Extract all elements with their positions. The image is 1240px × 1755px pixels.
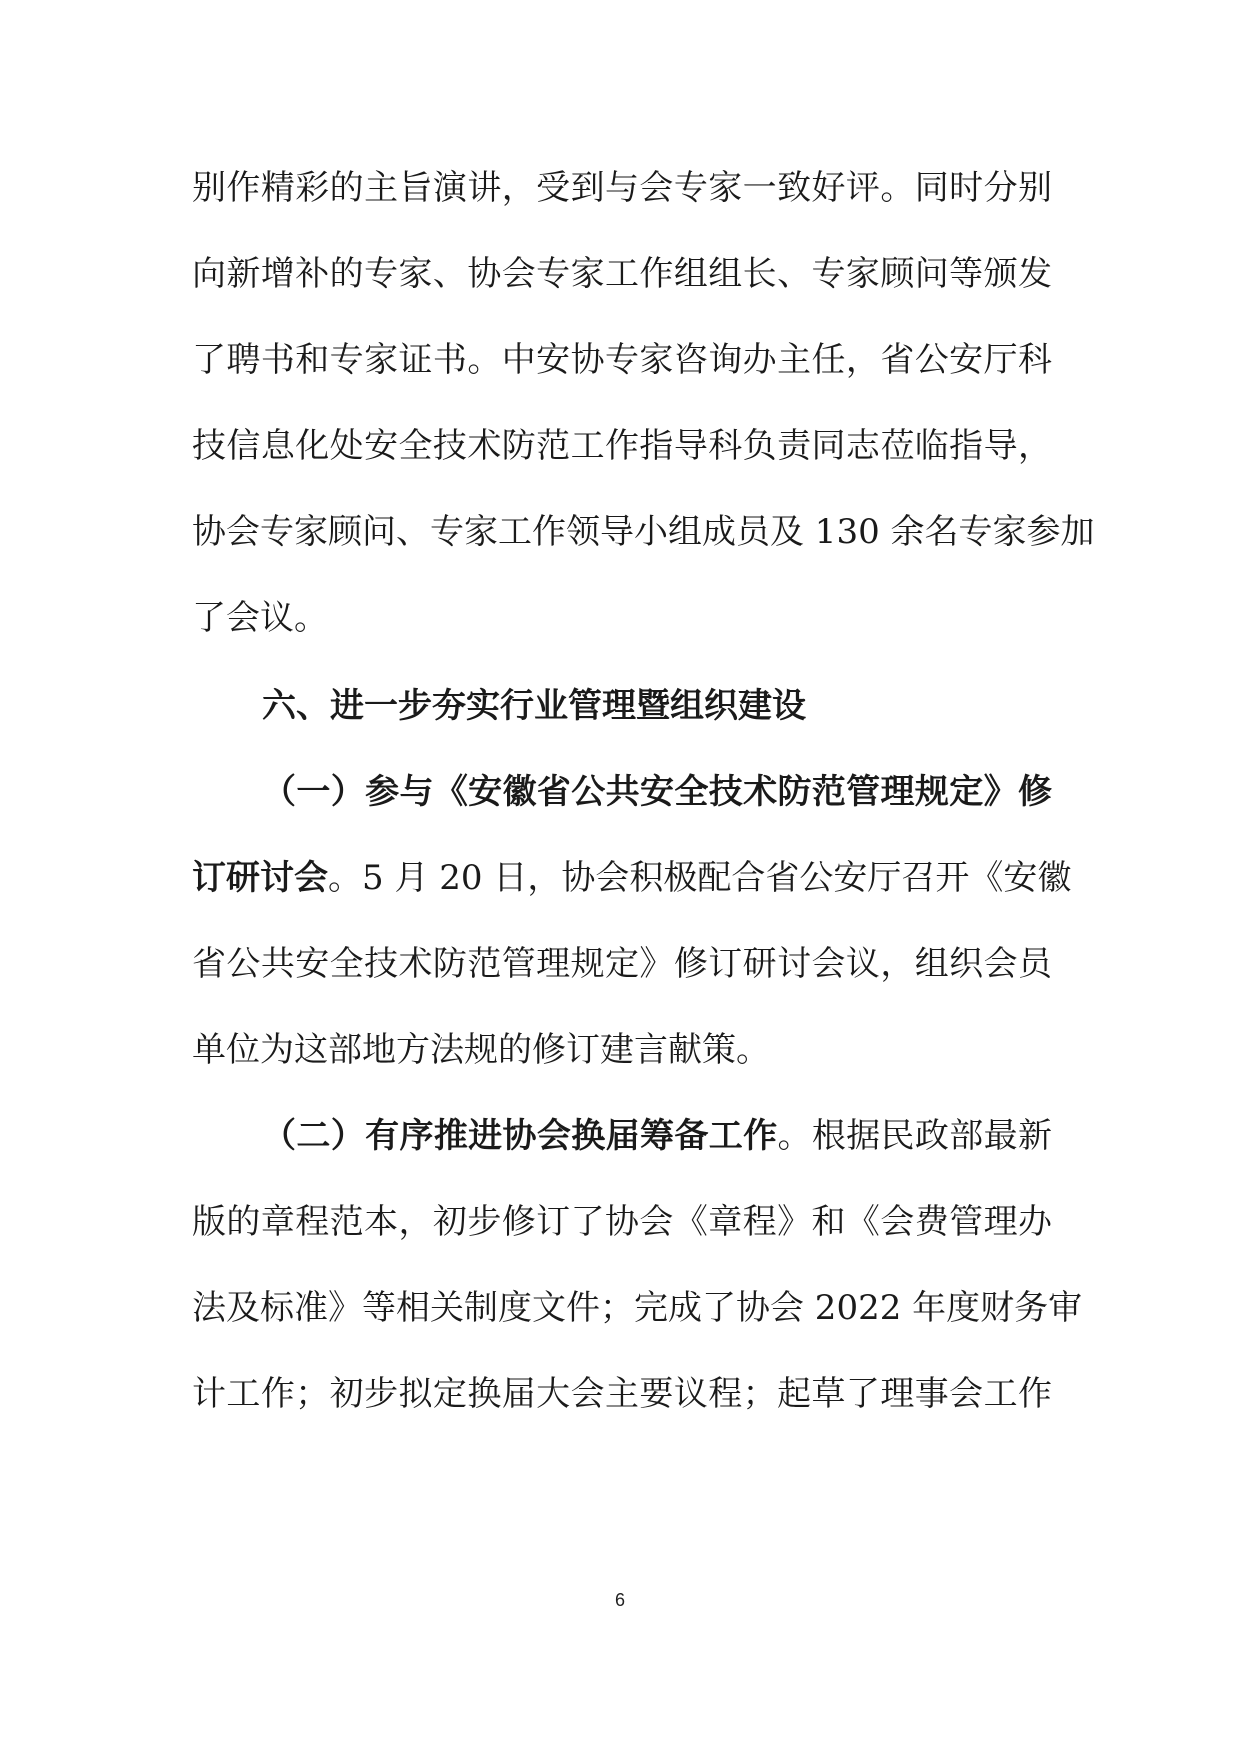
item-title: （二）有序推进协会换届筹备工作 (262, 1116, 778, 1156)
page-number: 6 (614, 1590, 625, 1610)
paragraph-line: 了会议。 (192, 598, 328, 638)
paragraph-line: 向新增补的专家、协会专家工作组组长、专家顾问等颁发 (192, 254, 1052, 294)
paragraph-line: 单位为这部地方法规的修订建言献策。 (192, 1030, 770, 1070)
item-text: 。根据民政部最新 (777, 1116, 1053, 1156)
paragraph-line: 协会专家顾问、专家工作领导小组成员及 130 余名专家参加 (192, 512, 1095, 552)
paragraph-line: 了聘书和专家证书。中安协专家咨询办主任，省公安厅科 (192, 340, 1052, 380)
item-title: （一）参与《安徽省公共安全技术防范管理规定》修 (262, 772, 1052, 812)
section-heading: 六、进一步夯实行业管理暨组织建设 (262, 686, 806, 726)
paragraph-line: 省公共安全技术防范管理规定》修订研讨会议，组织会员 (192, 944, 1052, 984)
paragraph-line: 技信息化处安全技术防范工作指导科负责同志莅临指导， (192, 426, 1052, 466)
paragraph-line (192, 848, 1072, 908)
paragraph-line: 法及标准》等相关制度文件；完成了协会 2022 年度财务审 (192, 1288, 1083, 1328)
item-title-continuation: 订研讨会 (192, 858, 328, 898)
paragraph-line: 版的章程范本，初步修订了协会《章程》和《会费管理办 (192, 1202, 1052, 1242)
paragraph-line (262, 1106, 1052, 1166)
paragraph-line: 别作精彩的主旨演讲，受到与会专家一致好评。同时分别 (192, 168, 1052, 208)
paragraph-line: 计工作；初步拟定换届大会主要议程；起草了理事会工作 (192, 1374, 1052, 1414)
item-text: 。5 月 20 日，协会积极配合省公安厅召开《安徽 (328, 858, 1072, 898)
